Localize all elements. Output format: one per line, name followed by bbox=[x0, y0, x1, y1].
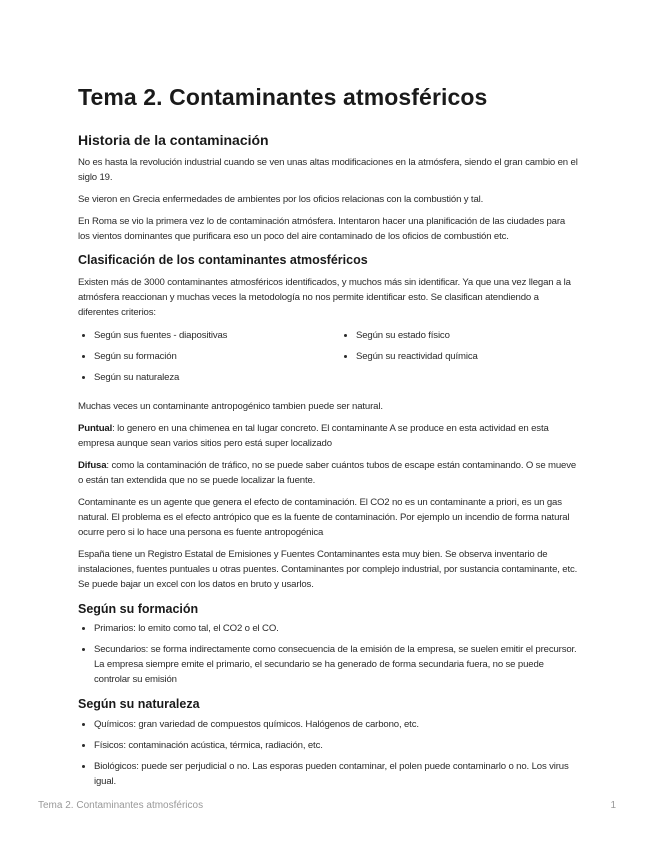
list-item: • Biológicos: puede ser perjudicial o no. Las esporas pueden contaminar, el polen puede contaminarlo o no. Los virus igual. bbox=[94, 759, 578, 789]
section-heading-clasificacion: Clasificación de los contaminantes atmosféricos bbox=[78, 253, 368, 268]
list-item: • Físicos: contaminación acústica, térmica, radiación, etc. bbox=[94, 738, 578, 753]
definition-puntual: : lo genero en una chimenea en tal lugar concreto. El contaminante A se produce en esta actividad en esta empresa aunque sean varios sitios pero está super localizado bbox=[78, 422, 549, 449]
section-heading-naturaleza: Según su naturaleza bbox=[78, 697, 200, 712]
list-item: • Según sus fuentes - diapositivas bbox=[94, 328, 356, 343]
footer-title: Tema 2. Contaminantes atmosféricos bbox=[38, 800, 204, 811]
list-item: • Según su reactividad química bbox=[356, 349, 596, 364]
page-number: 1 bbox=[610, 800, 616, 811]
section-historia bbox=[78, 132, 578, 245]
paragraph: Contaminante es un agente que genera el efecto de contaminación. El CO2 no es un contaminante a priori, es un gas natural. El problema es el efecto antrópico que es la fuente de contaminación. Por ejemplo un incendio de forma natural ocurre pero si lo hace una persona es fuente antropogénica bbox=[78, 496, 570, 538]
section-clasificacion bbox=[78, 253, 578, 592]
list-item: • Secundarios: se forma indirectamente como consecuencia de la emisión de la empresa, se suelen emitir el precursor. La empresa siempre emite el primario, el secundario se ha generado de forma secundaria fuera, no se puede controlar su emisión bbox=[94, 642, 578, 687]
term-difusa: Difusa bbox=[78, 459, 107, 471]
section-naturaleza bbox=[78, 697, 578, 789]
term-puntual: Puntual bbox=[78, 422, 113, 434]
page-footer bbox=[38, 800, 616, 811]
paragraph-difusa bbox=[78, 458, 578, 488]
formacion-list bbox=[78, 621, 578, 687]
paragraph: En Roma se vio la primera vez lo de contaminación atmósfera. Intentaron hacer una planificación de las ciudades para los vientos dominantes que purificara eso un poco del aire contaminado de los oficios de combustión etc. bbox=[78, 216, 566, 243]
paragraph: Muchas veces un contaminante antropogénico tambien puede ser natural. bbox=[78, 400, 383, 412]
section-heading-formacion: Según su formación bbox=[78, 601, 199, 616]
section-formacion bbox=[78, 602, 578, 688]
list-item: • Químicos: gran variedad de compuestos químicos. Halógenos de carbono, etc. bbox=[94, 717, 578, 732]
list-item: • Según su naturaleza bbox=[94, 370, 356, 385]
paragraph-puntual bbox=[78, 421, 578, 451]
paragraph: España tiene un Registro Estatal de Emisiones y Fuentes Contaminantes esta muy bien. Se observa inventario de instalaciones, fuentes puntuales u otras puentes. Contaminantes por complejo industrial, por sustancia contaminante, etc. Se puede bajar un excel con los datos en bruto y usarlos. bbox=[78, 548, 578, 590]
paragraph: Existen más de 3000 contaminantes atmosféricos identificados, y muchos más sin identificar. Ya que una vez llegan a la atmósfera reaccionan y muchas veces la metodología no nos permite identificar esto. Se clasifican atendiendo a diferentes criterios: bbox=[78, 276, 571, 318]
paragraph: No es hasta la revolución industrial cuando se ven unas altas modificaciones en la atmósfera, siendo el gran cambio en el siglo 19. bbox=[78, 157, 578, 184]
page-title: Tema 2. Contaminantes atmosféricos bbox=[78, 84, 488, 110]
section-heading-historia: Historia de la contaminación bbox=[78, 131, 269, 148]
list-item: • Según su estado físico bbox=[356, 328, 596, 343]
criteria-list bbox=[78, 328, 578, 391]
list-item: • Según su formación bbox=[94, 349, 356, 364]
paragraph: Se vieron en Grecia enfermedades de ambientes por los oficios relacionas con la combustión y tal. bbox=[78, 194, 484, 206]
naturaleza-list bbox=[78, 717, 578, 789]
document-page bbox=[78, 84, 578, 797]
list-item: • Primarios: lo emito como tal, el CO2 o el CO. bbox=[94, 621, 578, 636]
definition-difusa: : como la contaminación de tráfico, no se puede saber cuántos tubos de escape están contaminando. O se mueve o están tan extendida que no se puede localizar la fuente. bbox=[78, 459, 577, 486]
